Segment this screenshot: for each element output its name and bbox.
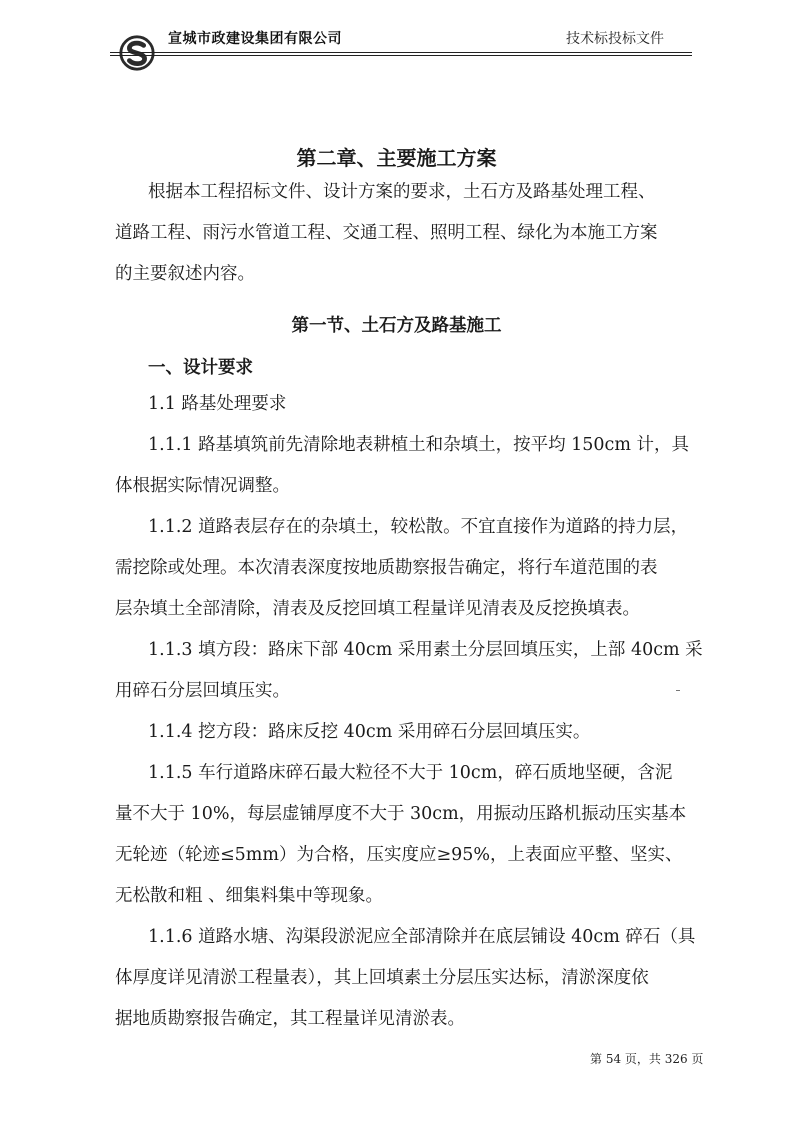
item-1-1-5-line-2: 量不大于 10%，每层虚铺厚度不大于 30cm，用振动压路机振动压实基本 — [115, 804, 687, 824]
intro-line-3: 的主要叙述内容。 — [115, 264, 255, 284]
item-1-1-3-line-2: 用碎石分层回填压实。 — [115, 681, 290, 701]
item-1-1-2-line-2: 需挖除或处理。本次清表深度按地质勘察报告确定，将行车道范围的表 — [115, 558, 658, 578]
header-rule-secondary — [110, 55, 692, 56]
subheading-design-requirements: 一、设计要求 — [148, 358, 253, 378]
page-number: 第 54 页，共 326 页 — [590, 1052, 704, 1066]
item-1-1-1-line-1: 1.1.1 路基填筑前先清除地表耕植土和杂填土，按平均 150cm 计，具 — [148, 435, 690, 455]
item-1-1-5-line-1: 1.1.5 车行道路床碎石最大粒径不大于 10cm，碎石质地坚硬，含泥 — [148, 763, 673, 783]
item-1-1-5-line-4: 无松散和粗 、细集料集中等现象。 — [115, 886, 384, 906]
scan-speck — [676, 690, 680, 691]
item-1-1-heading: 1.1 路基处理要求 — [148, 394, 287, 414]
item-1-1-2-line-1: 1.1.2 道路表层存在的杂填土，较松散。不宜直接作为道路的持力层， — [148, 517, 689, 537]
document-type: 技术标投标文件 — [566, 31, 664, 47]
chapter-title: 第二章、主要施工方案 — [296, 146, 497, 170]
item-1-1-6-line-1: 1.1.6 道路水塘、沟渠段淤泥应全部清除并在底层铺设 40cm 碎石（具 — [148, 927, 696, 947]
intro-line-1: 根据本工程招标文件、设计方案的要求，土石方及路基处理工程、 — [148, 182, 656, 202]
company-s-logo-icon — [118, 34, 156, 72]
intro-line-2: 道路工程、雨污水管道工程、交通工程、照明工程、绿化为本施工方案 — [115, 223, 658, 243]
section-title: 第一节、土石方及路基施工 — [291, 316, 502, 336]
item-1-1-2-line-3: 层杂填土全部清除，清表及反挖回填工程量详见清表及反挖换填表。 — [115, 599, 640, 619]
item-1-1-4-line-1: 1.1.4 挖方段：路床反挖 40cm 采用碎石分层回填压实。 — [148, 722, 591, 742]
header-rule — [110, 52, 692, 53]
company-name: 宣城市政建设集团有限公司 — [168, 31, 342, 47]
item-1-1-3-line-1: 1.1.3 填方段：路床下部 40cm 采用素土分层回填压实，上部 40cm 采 — [148, 640, 703, 660]
item-1-1-5-line-3: 无轮迹（轮迹≤5mm）为合格，压实度应≥95%，上表面应平整、坚实、 — [115, 845, 683, 865]
item-1-1-6-line-3: 据地质勘察报告确定，其工程量详见清淤表。 — [115, 1009, 465, 1029]
item-1-1-6-line-2: 体厚度详见清淤工程量表），其上回填素土分层压实达标，清淤深度依 — [115, 968, 649, 988]
item-1-1-1-line-2: 体根据实际情况调整。 — [115, 476, 290, 496]
